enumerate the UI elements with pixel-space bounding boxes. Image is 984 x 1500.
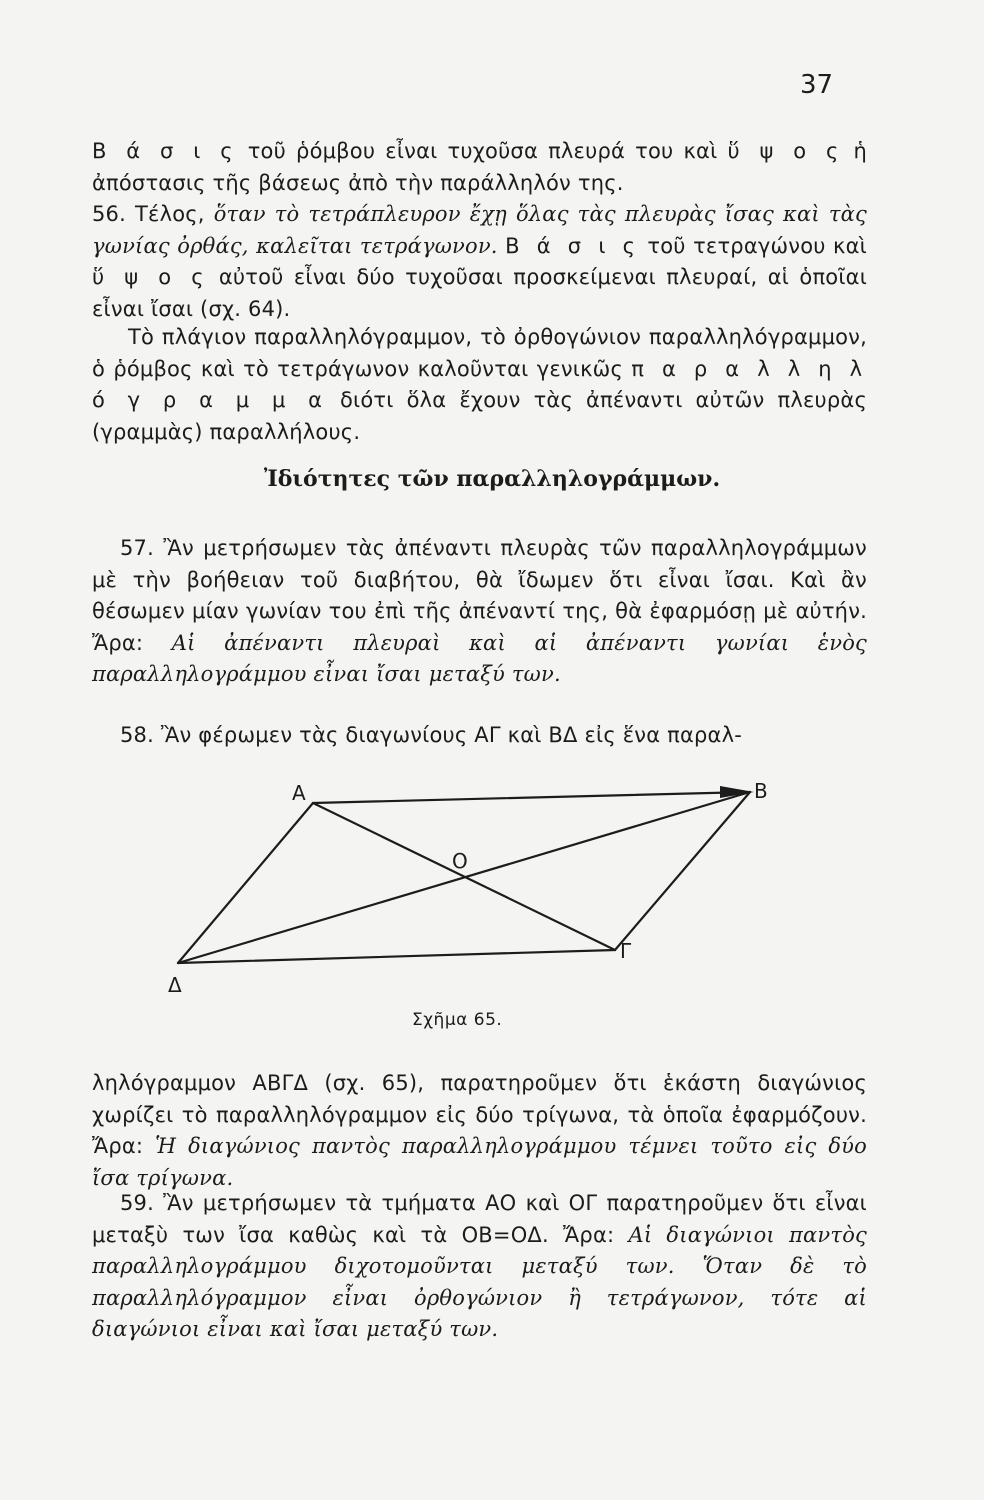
paragraph-56 (92, 199, 867, 325)
label-D: Δ (168, 973, 182, 997)
page-number: 37 (800, 70, 834, 100)
term-base: Β ά σ ι ς (92, 139, 238, 163)
term-height: ὕ ψ ο ς (92, 265, 209, 289)
label-G: Γ (620, 939, 632, 963)
side-GD (178, 950, 615, 963)
label-B: Β (754, 779, 768, 803)
text-fragment: 59. Ἂν μετρήσωμεν τὰ τμήματα ΑΟ καὶ ΟΓ παρατηροῦμεν ὅτι εἶναι μεταξὺ των ἴσα καθὼς καὶ τὰ ΟΒ=ΟΔ. Ἄρα: (92, 1191, 867, 1247)
label-A: Α (292, 781, 306, 805)
text-fragment: Τὸ πλάγιον παραλληλόγραμμον, τὸ ὀρθογώνιον παραλληλόγραμμον, ὁ ῥόμβος καὶ τὸ τετράγωνον καλοῦνται γενικῶς (92, 325, 867, 381)
text-fragment: τοῦ τετραγώνου καὶ (639, 233, 867, 258)
text-fragment: αὐτοῦ εἶναι δύο τυχοῦσαι προσκείμεναι πλευραί, αἱ ὁποῖαι εἶναι ἴσαι (σχ. 64). (92, 265, 868, 321)
term-base: Β ά σ ι ς (505, 233, 640, 258)
theorem-diagonals-bisect: Αἱ διαγώνιοι παντὸς παραλληλογράμμου διχοτομοῦνται μεταξύ των. Ὅταν δὲ τὸ παραλληλόγραμμον εἶναι ὀρθογώνιον ἢ τετράγωνον, τότε αἱ διαγώνιοι εἶναι καὶ ἴσαι μεταξύ των. (92, 1222, 868, 1341)
side-BG (615, 792, 750, 950)
paragraph-parallelograms (92, 322, 867, 448)
definition-square: ὅταν τὸ τετράπλευρον ἔχῃ ὅλας τὰς πλευρὰς ἴσας καὶ τὰς γωνίας ὀρθάς, καλεῖται τετράγωνον. (92, 202, 867, 258)
paragraph-59 (92, 1188, 867, 1346)
text-fragment (498, 234, 505, 258)
term-height: ὕ ψ ο ς (727, 139, 844, 163)
text-fragment: τοῦ ῥόμβου εἶναι τυχοῦσα πλευρά του καὶ (237, 139, 728, 163)
paragraph-57 (92, 533, 867, 691)
label-O: Ο (452, 849, 468, 873)
figure-caption: Σχῆμα 65. (412, 1010, 503, 1030)
paragraph-58 (92, 720, 867, 752)
text-fragment: 57. Ἂν μετρήσωμεν τὰς ἀπέναντι πλευρὰς τῶν παραλληλογράμμων μὲ τὴν βοήθειαν τοῦ διαβήτου, θὰ ἴδωμεν ὅτι εἶναι ἴσαι. Καὶ ἂν θέσωμεν μίαν γωνίαν του ἐπὶ τῆς ἀπέναντί της, θὰ ἐφαρμόσῃ μὲ αὐτήν. Ἄρα: (92, 536, 867, 655)
text-fragment: ἡ ἀπόστασις τῆς βάσεως ἀπὸ τὴν παράλληλόν της. (92, 139, 868, 195)
text-fragment: ληλόγραμμον ΑΒΓΔ (σχ. 65), παρατηροῦμεν ὅτι ἑκάστη διαγώνιος χωρίζει τὸ παραλληλόγραμμον εἰς δύο τρίγωνα, τὰ ὁποῖα ἐφαρμόζουν. Ἄρα: (92, 1071, 867, 1158)
section-heading: Ἰδιότητες τῶν παραλληλογράμμων. (263, 466, 721, 492)
theorem-opposite-sides: Αἱ ἀπέναντι πλευραὶ καὶ αἱ ἀπέναντι γωνίαι ἑνὸς παραλληλογράμμου εἶναι ἴσαι μεταξύ των. (92, 630, 867, 686)
term-parallelograms: π α ρ α λ λ η λ ό γ ρ α μ μ α (92, 356, 867, 412)
diagonal-BD (178, 792, 750, 963)
paragraph-base-height (92, 136, 867, 199)
side-AB (313, 792, 750, 803)
figure-65 (160, 770, 800, 1010)
theorem-diagonal-triangles: Ἡ διαγώνιος παντὸς παραλληλογράμμου τέμνει τοῦτο εἰς δύο ἴσα τρίγωνα. (92, 1134, 867, 1190)
text-fragment: 56. Τέλος, (92, 202, 214, 226)
paragraph-58-continued (92, 1068, 867, 1194)
text-fragment: 58. Ἂν φέρωμεν τὰς διαγωνίους ΑΓ καὶ ΒΔ εἰς ἕνα παραλ- (120, 723, 742, 747)
text-fragment: διότι ὅλα ἔχουν τὰς ἀπέναντι αὐτῶν πλευρὰς (γραμμὰς) παραλλήλους. (92, 388, 867, 444)
side-DA (178, 803, 313, 963)
